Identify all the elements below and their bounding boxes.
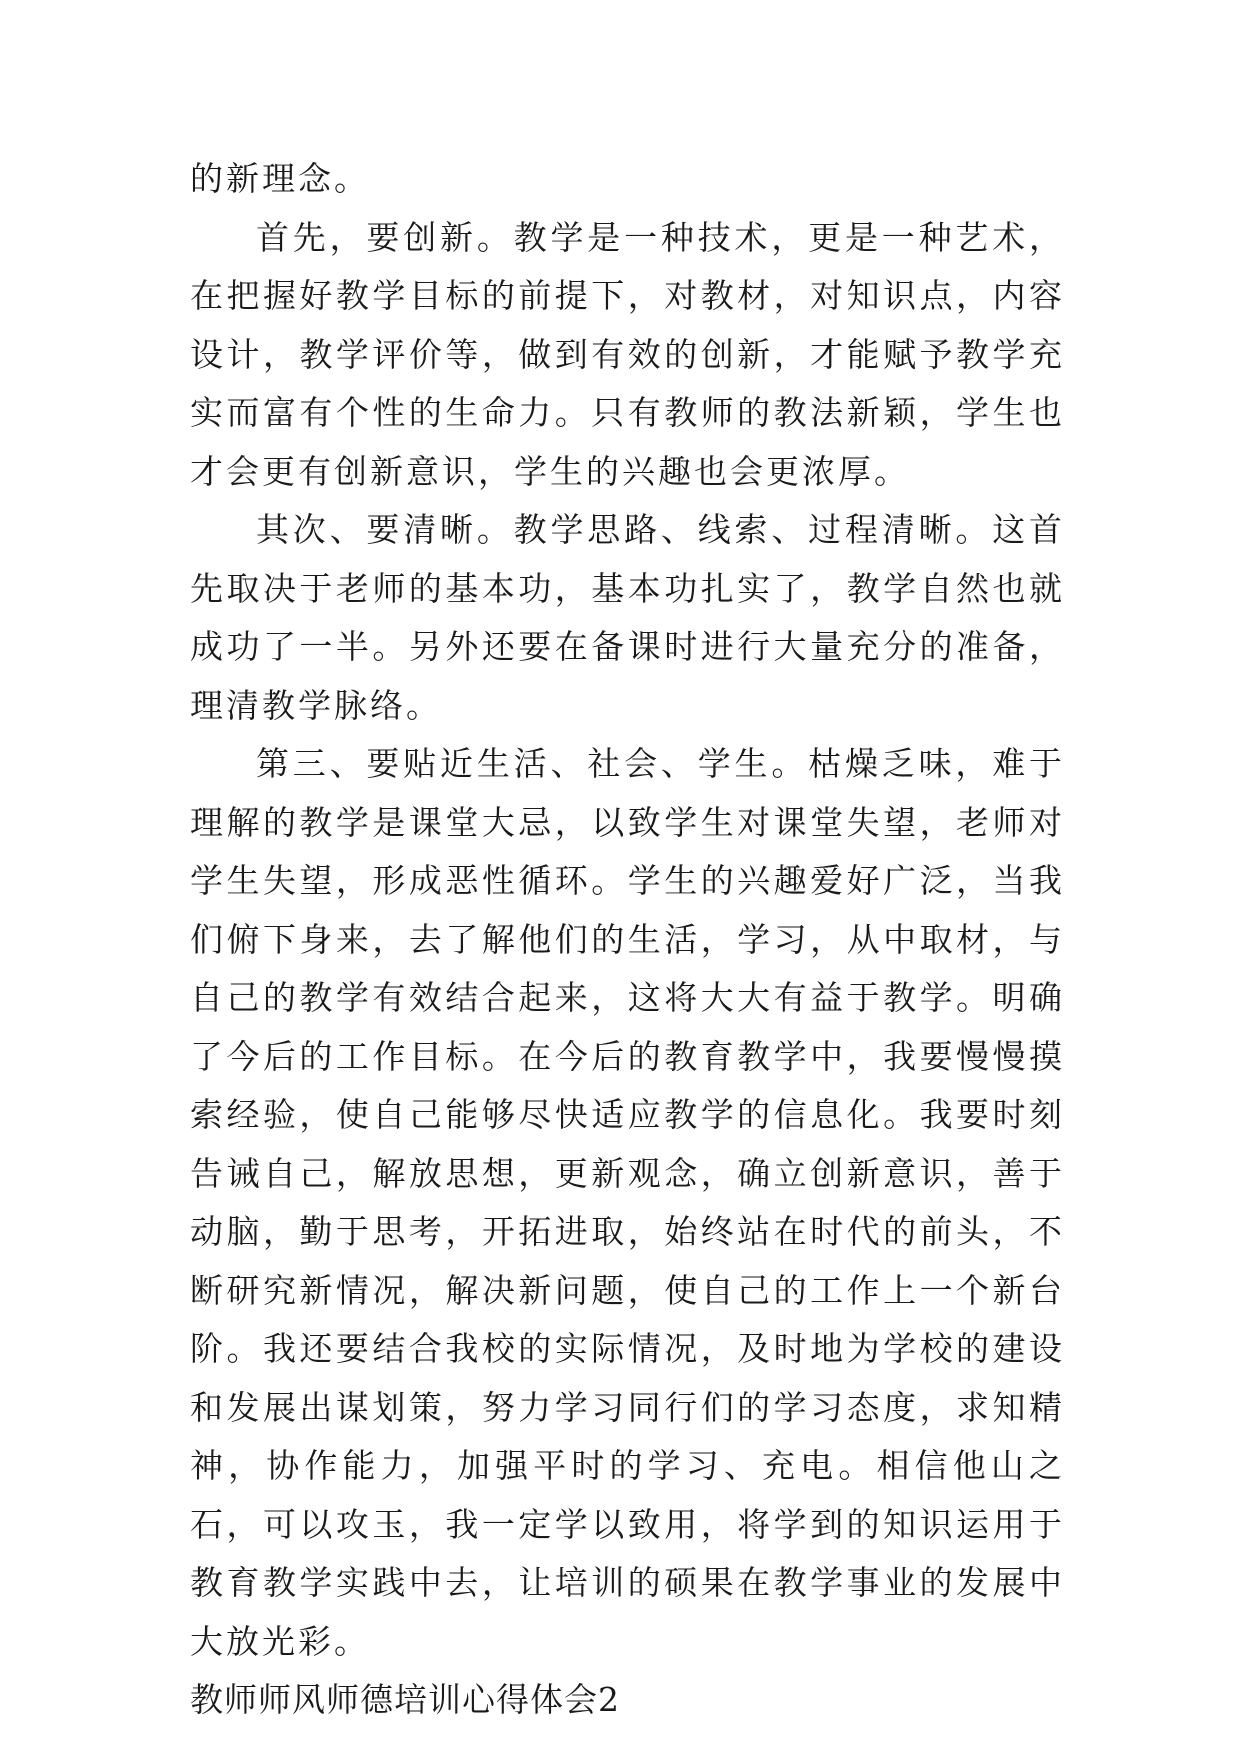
paragraph-clarity: 其次、要清晰。教学思路、线索、过程清晰。这首先取决于老师的基本功，基本功扎实了，教学自然也就成功了一半。另外还要在备课时进行大量充分的准备，理清教学脉络。 xyxy=(190,510,1065,725)
paragraph-continuation: 的新理念。 xyxy=(190,159,370,198)
document-body xyxy=(190,150,1065,1730)
paragraph-innovation: 首先，要创新。教学是一种技术，更是一种艺术，在把握好教学目标的前提下，对教材，对知识点，内容设计，教学评价等，做到有效的创新，才能赋予教学充实而富有个性的生命力。只有教师的教法新颖，学生也才会更有创新意识，学生的兴趣也会更浓厚。 xyxy=(190,217,1065,491)
section-heading: 教师师风师德培训心得体会2 xyxy=(190,1680,620,1719)
paragraph-life-closeness: 第三、要贴近生活、社会、学生。枯燥乏味，难于理解的教学是课堂大忌，以致学生对课堂失望，老师对学生失望，形成恶性循环。学生的兴趣爱好广泛，当我们俯下身来，去了解他们的生活，学习，从中取材，与自己的教学有效结合起来，这将大大有益于教学。明确了今后的工作目标。在今后的教育教学中，我要慢慢摸索经验，使自己能够尽快适应教学的信息化。我要时刻告诫自己，解放思想，更新观念，确立创新意识，善于动脑，勤于思考，开拓进取，始终站在时代的前头，不断研究新情况，解决新问题，使自己的工作上一个新台阶。我还要结合我校的实际情况，及时地为学校的建设和发展出谋划策，努力学习同行们的学习态度，求知精神，协作能力，加强平时的学习、充电。相信他山之石，可以攻玉，我一定学以致用，将学到的知识运用于教育教学实践中去，让培训的硕果在教学事业的发展中大放光彩。 xyxy=(190,744,1065,1661)
